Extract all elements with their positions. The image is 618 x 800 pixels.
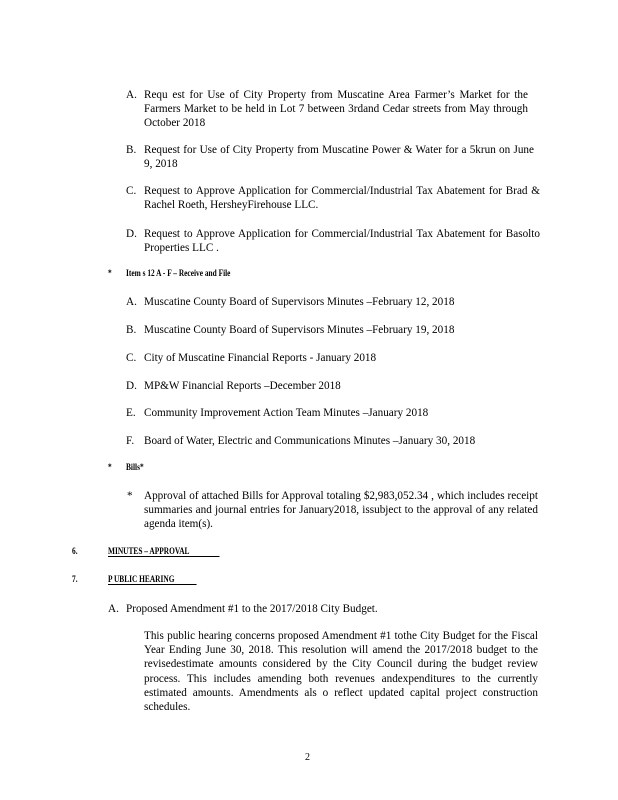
request-item-c: Request to Approve Application for Commercial/Industrial Tax Abatement for Brad & Rachel Roeth, HersheyFirehouse LLC.	[144, 185, 540, 212]
receive-item-f: Board of Water, Electric and Communications Minutes –January 30, 2018	[144, 435, 476, 447]
section-6-number: 6.	[72, 546, 78, 556]
request-item-a: Requ est for Use of City Property from Muscatine Area Farmer’s Market for the Farmers Market to be held in Lot 7 between 3rdand Cedar streets from May through October 2018	[144, 89, 528, 130]
bills-item-bullet: *	[127, 490, 133, 502]
request-item-d-letter: D.	[126, 228, 137, 240]
receive-item-e: Community Improvement Action Team Minutes –January 2018	[144, 407, 429, 419]
receive-item-c-letter: C.	[126, 352, 137, 364]
receive-item-a-letter: A.	[126, 296, 137, 308]
hearing-item-a-letter: A.	[108, 603, 119, 615]
request-item-d: Request to Approve Application for Commercial/Industrial Tax Abatement for Basolto Properties LLC .	[144, 228, 540, 255]
section-7-title: P UBLIC HEARING	[108, 574, 197, 585]
request-item-a-letter: A.	[126, 89, 137, 101]
receive-item-d: MP&W Financial Reports –December 2018	[144, 380, 341, 392]
section-7-number: 7.	[72, 574, 78, 584]
receive-item-c: City of Muscatine Financial Reports - January 2018	[144, 352, 377, 364]
receive-file-heading: Item s 12 A - F – Receive and File	[126, 268, 231, 278]
section-6-title: MINUTES – APPROVAL	[108, 546, 220, 557]
hearing-item-a: Proposed Amendment #1 to the 2017/2018 City Budget.	[126, 603, 378, 615]
hearing-description: This public hearing concerns proposed Amendment #1 tothe City Budget for the Fiscal Year Ending June 30, 2018. This resolution will amend the 2017/2018 budget to the revisedestimate amounts considered by the City Council during the budget review process. This includes amending both revenues andexpenditures to the currently estimated amounts. Amendments als o reflect updated capital project construction schedules.	[144, 630, 538, 714]
request-item-c-letter: C.	[126, 185, 137, 197]
receive-item-d-letter: D.	[126, 380, 137, 392]
bills-item: Approval of attached Bills for Approval totaling $2,983,052.34 , which includes receipt summaries and journal entries for January2018, issubject to the approval of any related agenda item(s).	[144, 490, 538, 531]
receive-item-f-letter: F.	[126, 435, 135, 447]
receive-item-a: Muscatine County Board of Supervisors Minutes –February 12, 2018	[144, 296, 455, 308]
receive-item-e-letter: E.	[126, 407, 136, 419]
receive-item-b-letter: B.	[126, 324, 137, 336]
request-item-b: Request for Use of City Property from Muscatine Power & Water for a 5krun on June 9, 2018	[144, 144, 534, 171]
bills-bullet: *	[108, 462, 112, 472]
page-number: 2	[305, 752, 310, 763]
bills-heading: Bills*	[126, 462, 144, 472]
receive-file-bullet: *	[108, 268, 112, 278]
request-item-b-letter: B.	[126, 144, 137, 156]
receive-item-b: Muscatine County Board of Supervisors Minutes –February 19, 2018	[144, 324, 455, 336]
